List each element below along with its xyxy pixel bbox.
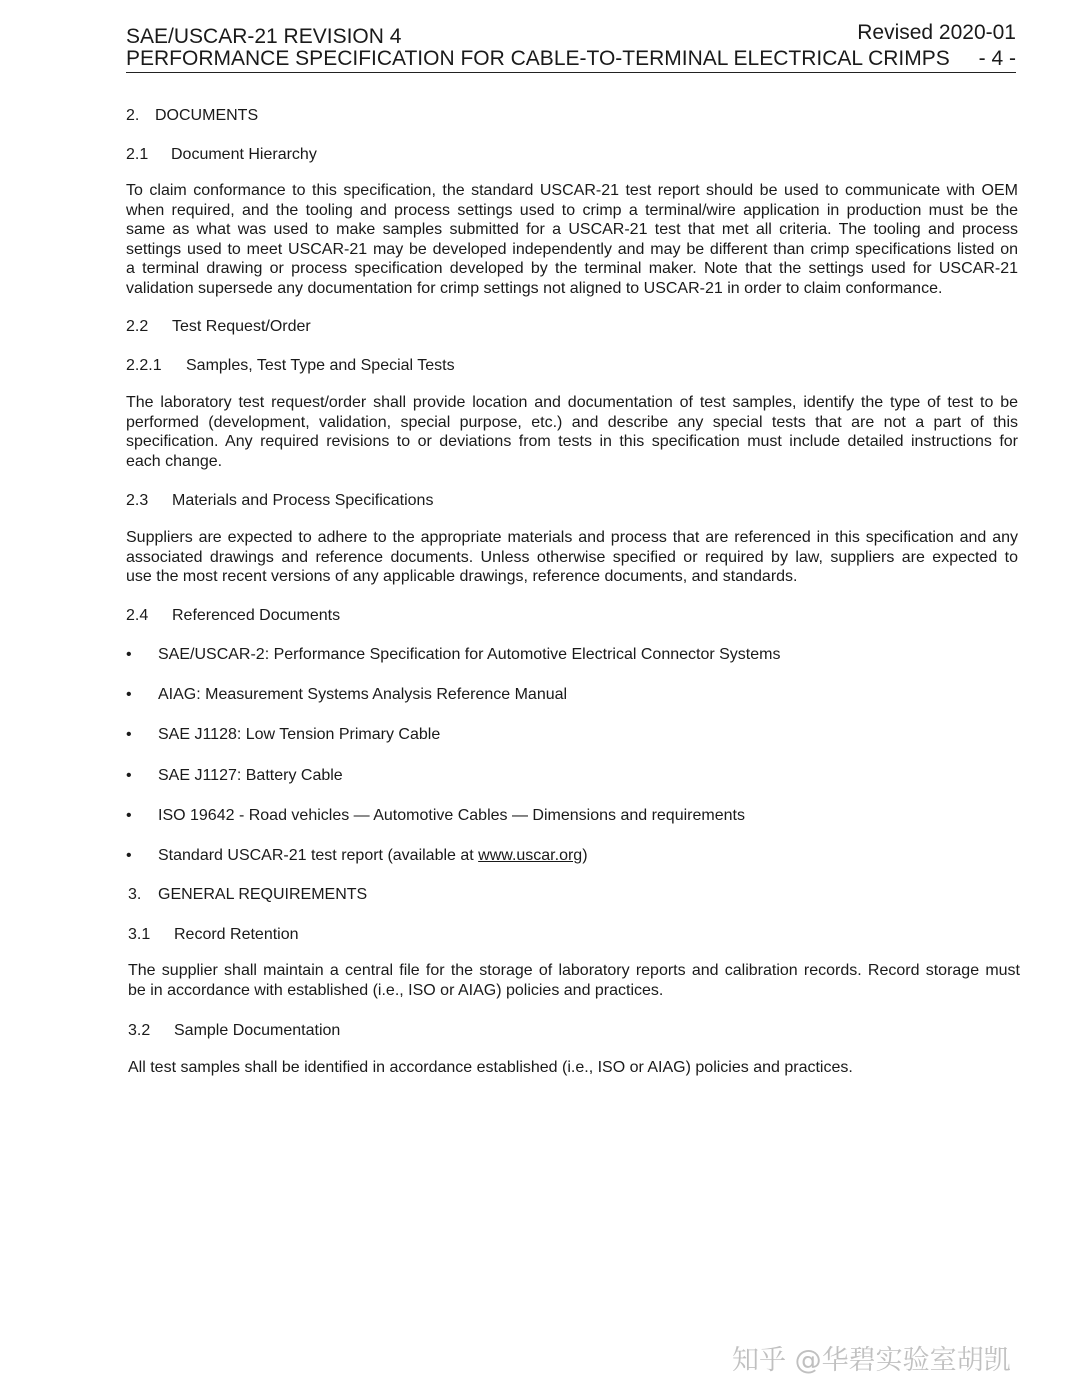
section-title: Test Request/Order <box>172 318 311 335</box>
reference-text: ISO 19642 - Road vehicles — Automotive Cables — Dimensions and requirements <box>158 807 745 824</box>
section-2-heading <box>126 106 258 126</box>
uscar-website-link[interactable]: www.uscar.org <box>478 847 583 864</box>
paragraph-line: To claim conformance to this specification, the standard USCAR-21 test report should be used to communicate with OEM <box>126 182 1018 199</box>
header-title: PERFORMANCE SPECIFICATION FOR CABLE-TO-TERMINAL ELECTRICAL CRIMPS <box>126 47 950 70</box>
section-number: 3.1 <box>128 926 151 943</box>
paragraph-line: associated drawings and reference documents. Unless otherwise specified or required by law, suppliers are expected to <box>126 548 1018 566</box>
paragraph-line: The supplier shall maintain a central file for the storage of laboratory reports and calibration records. Record storage must <box>128 962 1020 979</box>
section-title: Materials and Process Specifications <box>172 492 434 509</box>
section-number: 2.3 <box>126 492 149 509</box>
header-doc-id: SAE/USCAR-21 REVISION 4 <box>126 25 402 48</box>
section-3-1-paragraph <box>128 961 1020 1000</box>
reference-text: Standard USCAR-21 test report (available at <box>158 847 479 864</box>
section-3-2-paragraph <box>128 1058 1020 1078</box>
header-title-rule <box>126 46 1016 73</box>
reference-text: SAE/USCAR-2: Performance Specification for Automotive Electrical Connector Systems <box>158 646 781 663</box>
paragraph-line: The laboratory test request/order shall provide location and documentation of test samples, identify the type of test to be <box>126 394 1018 411</box>
paragraph-line: performed (development, validation, special purpose, etc.) and describe any special tests that are not a part of this <box>126 413 1018 431</box>
section-2-3-paragraph <box>126 528 1018 587</box>
reference-list-item <box>126 766 343 786</box>
paragraph-line: each change. <box>126 452 223 470</box>
header-page-number: - 4 - <box>978 47 1016 70</box>
section-title: Document Hierarchy <box>171 146 317 163</box>
reference-list-item <box>126 645 780 665</box>
section-2-2-heading <box>126 317 311 337</box>
reference-list-item <box>126 846 588 866</box>
section-title: Sample Documentation <box>174 1022 341 1039</box>
section-number: 3. <box>128 886 142 903</box>
section-title: GENERAL REQUIREMENTS <box>158 886 368 903</box>
bullet-icon: • <box>126 807 132 824</box>
bullet-icon: • <box>126 726 132 743</box>
section-title: Samples, Test Type and Special Tests <box>186 357 455 374</box>
section-3-heading <box>128 885 367 905</box>
section-number: 2.4 <box>126 607 149 624</box>
paragraph-line: when required, and the tooling and process settings used to crimp a terminal/wire application in production must be the <box>126 201 1018 219</box>
section-2-1-paragraph <box>126 181 1018 298</box>
paragraph-line: a terminal drawing or process specification developed by the terminal maker. Note that the settings used for USCAR-21 <box>126 260 1018 277</box>
section-title: Record Retention <box>174 926 299 943</box>
reference-text: SAE J1128: Low Tension Primary Cable <box>158 726 441 743</box>
section-2-2-1-paragraph <box>126 393 1018 471</box>
section-2-3-heading <box>126 491 433 511</box>
paragraph-line: use the most recent versions of any applicable drawings, reference documents, and standards. <box>126 568 798 585</box>
section-number: 3.2 <box>128 1022 151 1039</box>
paragraph-line: Suppliers are expected to adhere to the appropriate materials and process that are referenced in this specification and any <box>126 529 1018 546</box>
reference-list-item <box>126 685 567 705</box>
section-title: Referenced Documents <box>172 607 341 624</box>
section-number: 2.2 <box>126 318 149 335</box>
section-2-1-heading <box>126 145 317 165</box>
section-number: 2.1 <box>126 146 149 163</box>
section-2-4-heading <box>126 606 340 626</box>
paragraph-line: specification. Any required revisions to or deviations from tests in this specification must include detailed instructions for <box>126 433 1018 450</box>
section-number: 2. <box>126 107 140 124</box>
watermark-text: 知乎 @华碧实验室胡凯 <box>732 1345 1011 1376</box>
paragraph-line: settings used to meet USCAR-21 may be developed independently and may be different than crimp specifications listed on <box>126 240 1018 258</box>
header-revised-date: Revised 2020-01 <box>857 21 1016 44</box>
bullet-icon: • <box>126 767 132 784</box>
paragraph-line: All test samples shall be identified in accordance established (i.e., ISO or AIAG) policies and practices. <box>128 1059 853 1076</box>
section-3-1-heading <box>128 925 299 945</box>
reference-text-suffix: ) <box>582 847 588 864</box>
paragraph-line: same as what was used to make samples submitted for a USCAR-21 test that met all criteria. The tooling and process <box>126 221 1018 238</box>
paragraph-line: be in accordance with established (i.e., ISO or AIAG) policies and practices. <box>128 981 664 999</box>
section-3-2-heading <box>128 1021 340 1041</box>
section-2-2-1-heading <box>126 356 455 376</box>
reference-text: SAE J1127: Battery Cable <box>158 767 343 784</box>
bullet-icon: • <box>126 646 132 663</box>
bullet-icon: • <box>126 686 132 703</box>
section-number: 2.2.1 <box>126 357 162 374</box>
bullet-icon: • <box>126 847 132 864</box>
reference-text: AIAG: Measurement Systems Analysis Reference Manual <box>158 686 568 703</box>
paragraph-line: validation supersede any documentation for crimp settings not aligned to USCAR-21 in order to claim conformance. <box>126 279 943 297</box>
reference-list-item <box>126 725 440 745</box>
section-title: DOCUMENTS <box>155 107 259 124</box>
reference-list-item <box>126 806 745 826</box>
